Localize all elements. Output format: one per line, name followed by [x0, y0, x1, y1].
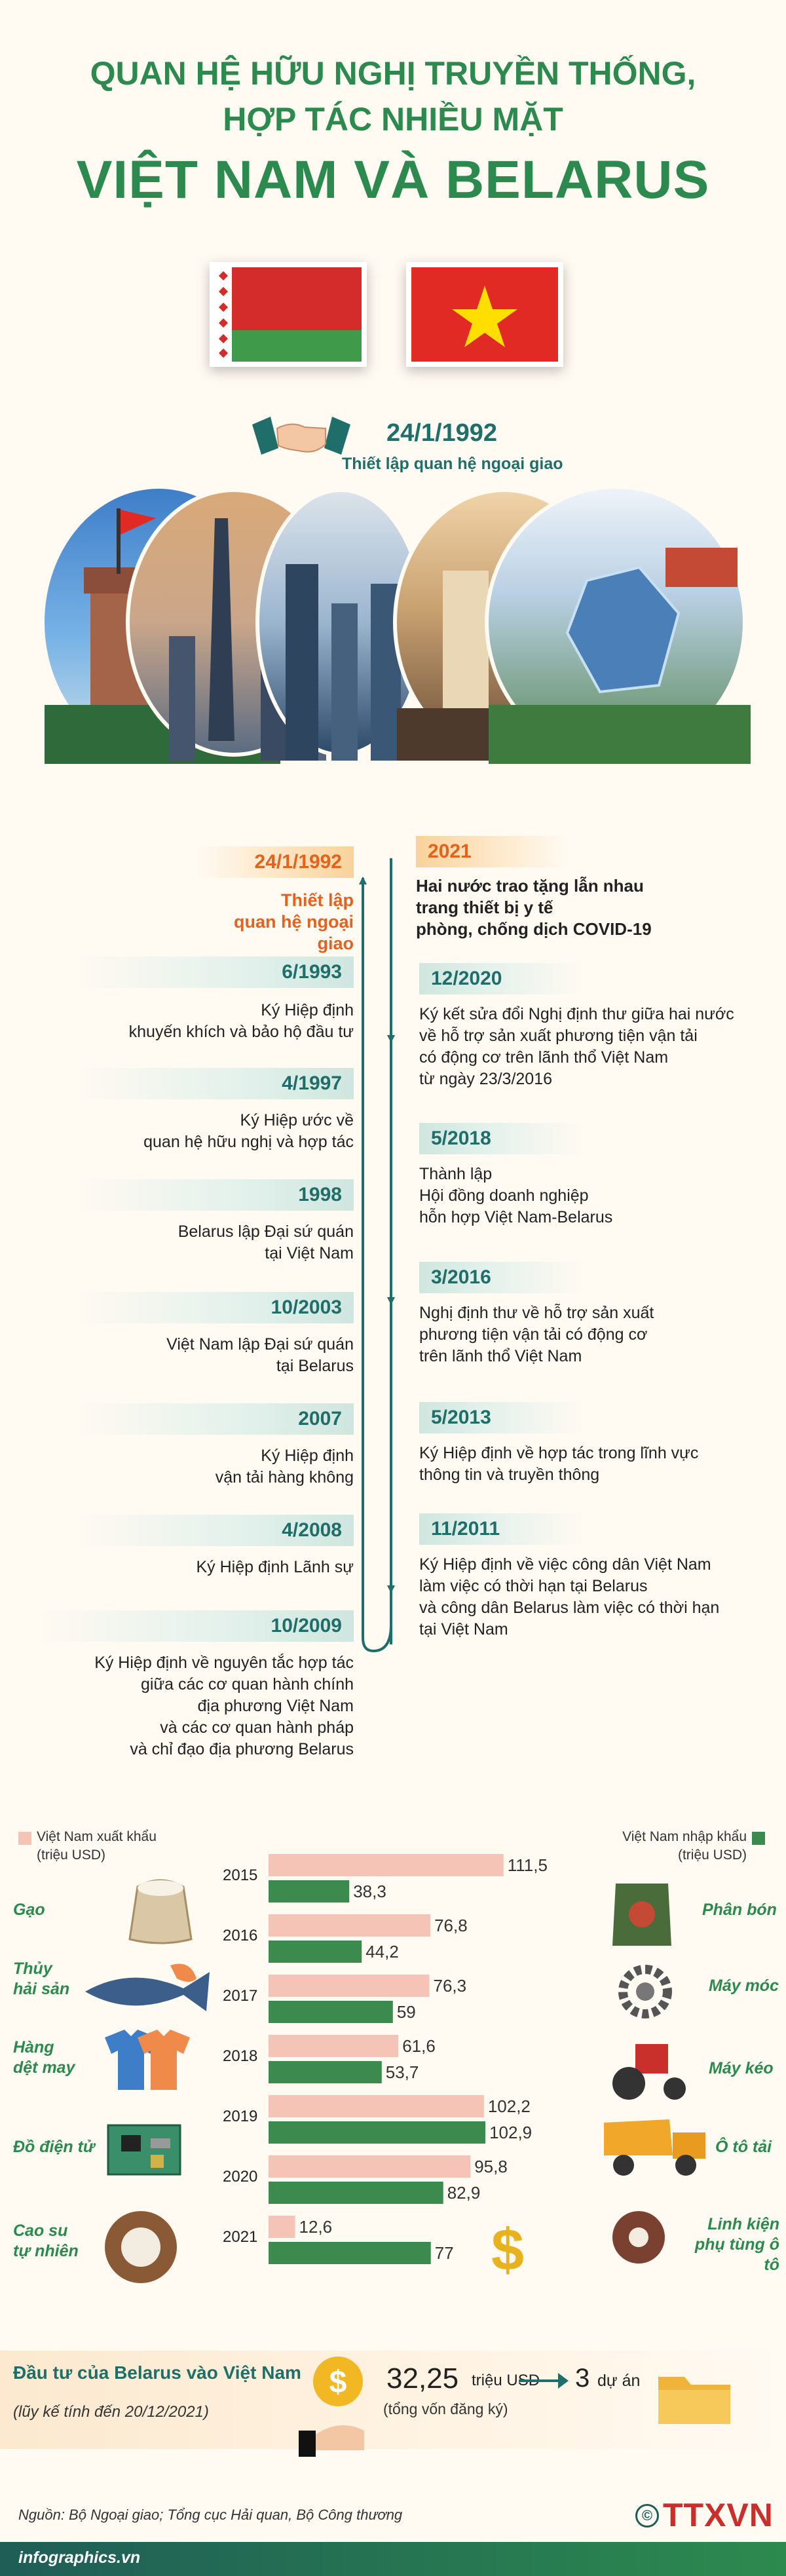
- import-value: 38,3: [353, 1882, 386, 1901]
- rice-sack-icon: [118, 1874, 203, 1946]
- import-value: 59: [396, 2002, 416, 2022]
- timeline-item-left: 10/2009 Ký Hiệp định về nguyên tắc hợp tác giữa các cơ quan hành chính địa phương Việt Nam và các cơ quan hành pháp và chỉ đạo địa phương Belarus: [39, 1610, 354, 1760]
- export-bar: [269, 1854, 504, 1876]
- title-line-2: HỢP TÁC NHIỀU MẶT: [223, 101, 563, 138]
- rubber-tree-icon: [98, 2208, 183, 2286]
- export-product: Đồ điện tử: [13, 2138, 95, 2156]
- timeline-item-right: 5/2013 Ký Hiệp định về hợp tác trong lĩnh vực thông tin và truyền thông: [419, 1402, 773, 1486]
- svg-text:$: $: [329, 2365, 347, 2400]
- establish-date: 24/1/1992: [386, 419, 498, 447]
- import-bar: [269, 2001, 393, 2023]
- clothing-icon: [98, 2024, 196, 2096]
- import-value: 44,2: [365, 1942, 399, 1961]
- export-product: Hàng dệt may: [13, 2038, 75, 2077]
- import-bar: [269, 2242, 431, 2264]
- timeline-item-left: 1998 Belarus lập Đại sứ quán tại Việt Nam: [79, 1179, 354, 1264]
- import-legend: Việt Nam nhập khẩu (triệu USD): [622, 1829, 747, 1863]
- export-value: 111,5: [507, 1855, 548, 1875]
- import-value: 82,9: [447, 2183, 481, 2203]
- import-product: Phân bón: [702, 1901, 777, 1919]
- year-label: 2020: [223, 2168, 258, 2186]
- establish-label: Thiết lập quan hệ ngoại giao: [342, 455, 563, 473]
- timeline-item-left: 4/2008 Ký Hiệp định Lãnh sự: [79, 1515, 354, 1578]
- year-label: 2016: [223, 1927, 258, 1944]
- source-note: Nguồn: Bộ Ngoại giao; Tổng cục Hải quan, Bộ Công thương: [18, 2507, 403, 2523]
- export-product: Thủy hải sản: [13, 1960, 70, 1998]
- import-value: 102,9: [489, 2123, 533, 2142]
- import-product: Linh kiện phụ tùng ô tô: [694, 2215, 779, 2274]
- investment-note: (lũy kế tính đến 20/12/2021): [13, 2403, 209, 2421]
- import-value: 77: [434, 2243, 454, 2263]
- brand-sub: Vietnam News Agency: [707, 2533, 780, 2541]
- timeline-item-right: 3/2016 Nghị định thư về hỗ trợ sản xuất phương tiện vận tải có động cơ trên lãnh thổ Việt Nam: [419, 1262, 760, 1367]
- export-bar: [269, 2035, 398, 2057]
- export-bar: [269, 2216, 295, 2238]
- title-line-1: QUAN HỆ HỮU NGHỊ TRUYỀN THỐNG,: [90, 55, 696, 92]
- tractor-icon: [606, 2031, 691, 2103]
- export-legend: Việt Nam xuất khẩu (triệu USD): [37, 1829, 157, 1863]
- export-value: 95,8: [474, 2157, 508, 2176]
- arrow-right-icon: [517, 2368, 570, 2397]
- photo-belarus-library: [485, 485, 747, 760]
- export-value: 76,8: [434, 1916, 468, 1935]
- money-hand-icon: [299, 2352, 377, 2457]
- investment-amount: 32,25: [386, 2362, 459, 2395]
- timeline-item-right: 2021 Hai nước trao tặng lẫn nhau trang thiết bị y tế phòng, chống dịch COVID-19: [416, 836, 730, 940]
- auto-parts-icon: [609, 2208, 668, 2267]
- timeline-item-right: 12/2020 Ký kết sửa đổi Nghị định thư giữa hai nước về hỗ trợ sản xuất phương tiện vận tải có động cơ trên lãnh thổ Việt Nam từ ngày 23/3/2016: [419, 963, 773, 1090]
- export-bar: [269, 1975, 429, 1997]
- year-label: 2019: [223, 2108, 258, 2125]
- folder-icon: [655, 2364, 734, 2429]
- trade-bar-chart: [223, 1847, 548, 2280]
- timeline-item-left: 2007 Ký Hiệp định vận tải hàng không: [79, 1403, 354, 1488]
- import-value: 53,7: [385, 2062, 419, 2082]
- copyright-icon: ©: [635, 2504, 659, 2528]
- import-bar: [269, 2121, 485, 2144]
- import-bar: [269, 1880, 349, 1903]
- page-title: VIỆT NAM VÀ BELARUS: [76, 150, 710, 210]
- import-product: Máy kéo: [709, 2059, 774, 2077]
- dollar-icon: $: [491, 2218, 525, 2283]
- timeline-connector: [354, 852, 393, 1657]
- investment-sub: (tổng vốn đăng ký): [383, 2400, 508, 2417]
- circuit-board-icon: [105, 2119, 183, 2178]
- export-product: Cao su tự nhiên: [13, 2222, 79, 2260]
- export-bar: [269, 2095, 484, 2117]
- import-bar: [269, 2061, 382, 2083]
- dump-truck-icon: [597, 2110, 709, 2182]
- import-bar: [269, 2182, 443, 2204]
- timeline-item-left: 24/1/1992 Thiết lập quan hệ ngoại giao: [196, 846, 354, 955]
- timeline-item-right: 11/2011 Ký Hiệp định về việc công dân Việt Nam làm việc có thời hạn tại Belarus và công dân Belarus làm việc có thời hạn tại Việt Nam: [419, 1513, 773, 1640]
- brand-logo: TTXVN: [663, 2497, 774, 2533]
- import-legend-swatch: [752, 1832, 765, 1845]
- timeline-item-right: 5/2018 Thành lập Hội đồng doanh nghiệp hỗn hợp Việt Nam-Belarus: [419, 1123, 747, 1228]
- export-value: 61,6: [402, 2036, 436, 2056]
- gear-icon: [612, 1959, 678, 2024]
- investment-unit: triệu USD: [472, 2372, 540, 2389]
- export-legend-swatch: [18, 1832, 31, 1845]
- export-value: 12,6: [299, 2217, 333, 2237]
- vietnam-flag: [406, 262, 563, 367]
- timeline-item-left: 6/1993 Ký Hiệp định khuyến khích và bảo hộ đầu tư: [79, 957, 354, 1043]
- import-product: Ô tô tải: [715, 2138, 772, 2156]
- year-label: 2018: [223, 2047, 258, 2065]
- year-label: 2017: [223, 1987, 258, 2005]
- export-product: Gạo: [13, 1901, 45, 1919]
- fertilizer-bag-icon: [606, 1874, 678, 1952]
- import-product: Máy móc: [709, 1977, 779, 1995]
- year-label: 2015: [223, 1866, 258, 1884]
- export-value: 76,3: [433, 1976, 467, 1996]
- investment-title: Đầu tư của Belarus vào Việt Nam: [13, 2362, 301, 2383]
- import-bar: [269, 1941, 362, 1963]
- export-bar: [269, 1914, 430, 1937]
- year-label: 2021: [223, 2228, 258, 2246]
- footer-site: infographics.vn: [18, 2548, 141, 2567]
- export-value: 102,2: [487, 2096, 531, 2116]
- timeline-item-left: 4/1997 Ký Hiệp ước về quan hệ hữu nghị và hợp tác: [79, 1068, 354, 1153]
- export-bar: [269, 2155, 470, 2178]
- belarus-flag: [210, 262, 367, 367]
- timeline-item-left: 10/2003 Việt Nam lập Đại sứ quán tại Belarus: [79, 1292, 354, 1377]
- handshake-icon: [252, 411, 350, 464]
- investment-projects-label: dự án: [597, 2372, 641, 2390]
- fish-shrimp-icon: [79, 1959, 216, 2018]
- investment-projects-num: 3: [575, 2364, 590, 2393]
